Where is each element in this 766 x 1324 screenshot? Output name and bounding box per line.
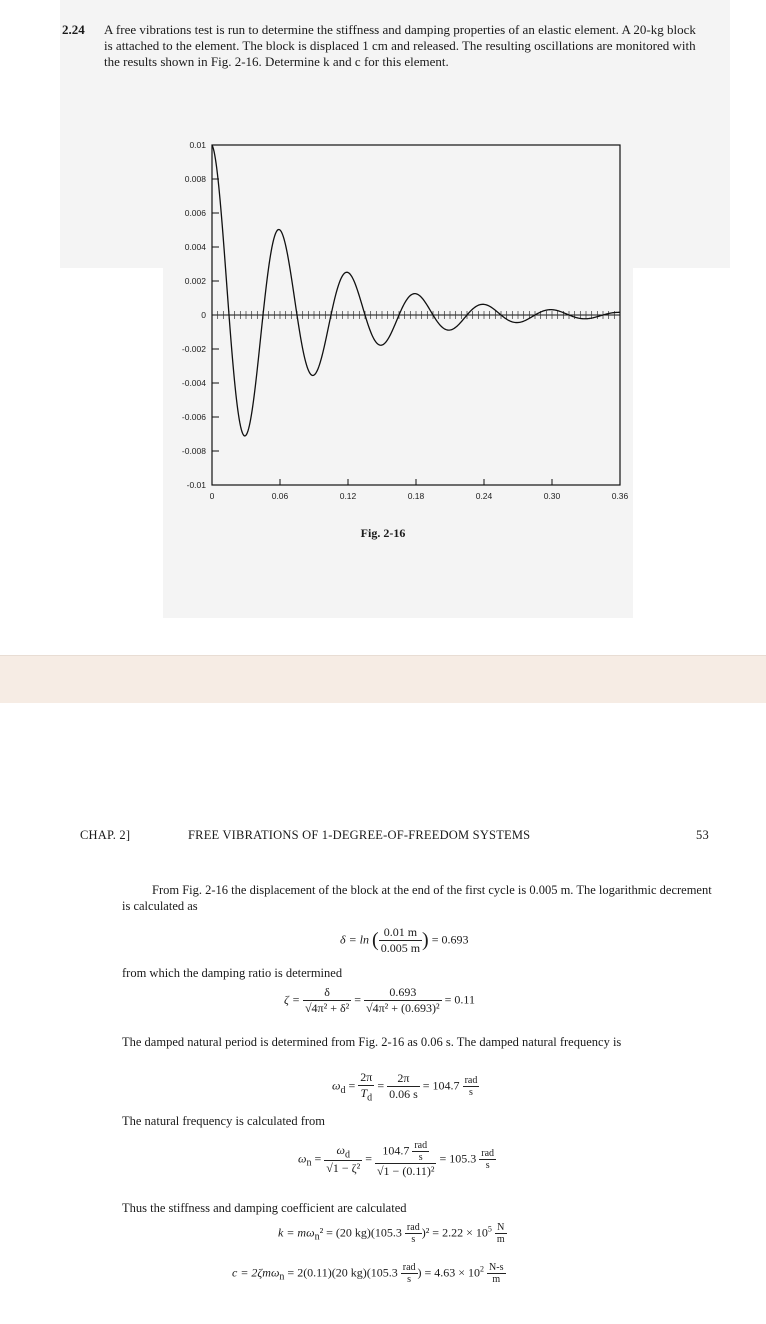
- eq5-text1-sub: n: [314, 1231, 320, 1243]
- x-tick-label: 0.24: [475, 491, 493, 501]
- eq4-num2: 104.7: [382, 1143, 410, 1158]
- equation-natural-frequency: $\omega_n$ = $\frac{\omega_d}{\text{√1 − ζ²}}$ = 104.7 $\frac{\text{rad}}{s}$ √1 − (0.11)² = 105.3 $\frac{\text{rad}}{s}$: [298, 1140, 495, 1178]
- eq4-lhs: ω: [298, 1151, 307, 1166]
- eq4-num1-sub: d: [344, 1149, 350, 1161]
- eq6-unit-den: s: [407, 1274, 412, 1285]
- y-tick-label: -0.004: [181, 378, 206, 388]
- eq3-unit-num: rad: [464, 1075, 478, 1087]
- eq2-den2: √4π² + (0.693)²: [366, 1001, 440, 1015]
- equation-damped-frequency: $\omega_d$ = $\frac{2\pi}{T_d}$ = $\frac{2\pi}{0.06 s}$ = 104.7 $\frac{\text{rad}}{s}$: [332, 1070, 478, 1104]
- eq3-den1-sub: d: [367, 1092, 373, 1104]
- eq6-rhs-unit-den: m: [492, 1274, 501, 1285]
- eq5-text2: ² = (20 kg)(105.3: [319, 1225, 402, 1240]
- solution-paragraph-2: from which the damping ratio is determined: [122, 966, 343, 980]
- eq1-lhs: δ = ln: [340, 932, 370, 947]
- y-tick-label: 0.004: [184, 242, 206, 252]
- y-tick-label: -0.008: [181, 446, 206, 456]
- equation-stiffness: [278, 1222, 507, 1245]
- page-divider: [0, 655, 766, 703]
- eq2-den1: √4π² + δ²: [304, 1001, 350, 1015]
- eq6-text2: = 2(0.11)(20 kg)(105.3: [284, 1265, 398, 1280]
- eq4-num2-unit-den: s: [418, 1152, 423, 1163]
- y-tick-label: 0.002: [184, 276, 206, 286]
- eq2-rhs: = 0.11: [444, 992, 475, 1007]
- y-tick-label: -0.01: [186, 480, 206, 490]
- eq3-sub: d: [340, 1084, 346, 1096]
- solution-paragraph-5: Thus the stiffness and damping coefficient are calculated: [122, 1201, 407, 1215]
- problem-text: A free vibrations test is run to determine the stiffness and damping properties of an elastic element. A 20-kg block is attached to the element. The block is displaced 1 cm and released. The resulting oscillations are monitored with the results shown in Fig. 2-16. Determine k and c for this element.: [104, 22, 696, 69]
- x-tick-label: 0: [209, 491, 215, 501]
- eq1-rhs: = 0.693: [431, 932, 469, 947]
- eq3-rhs: = 104.7: [422, 1078, 460, 1093]
- y-tick-label: 0.008: [184, 174, 206, 184]
- eq6-text1-sub: n: [279, 1271, 285, 1283]
- eq4-unit-den: s: [485, 1160, 490, 1171]
- equation-damping-ratio: ζ = $\frac{\delta}{\text{√4π² + δ²}}$ = $\frac{0.693}{\text{√4π² + (0.693)²}}$ = 0.11: [284, 985, 475, 1015]
- x-tick-label: 0.18: [407, 491, 425, 501]
- page-top: [0, 0, 766, 655]
- solution-paragraph-4: The natural frequency is calculated from: [122, 1114, 326, 1128]
- eq3-num2: 2π: [387, 1071, 420, 1087]
- eq6-exp: 2: [480, 1264, 485, 1274]
- eq3-num1: 2π: [360, 1070, 373, 1084]
- solution-paragraph-1: From Fig. 2-16 the displacement of the block at the end of the first cycle is 0.005 m. The logarithmic decrement is calculated as: [122, 883, 712, 913]
- eq6-unit-num: rad: [402, 1262, 416, 1273]
- eq1-num: 0.01 m: [379, 925, 422, 941]
- x-tick-label: 0.36: [611, 491, 629, 501]
- eq3-den1: T: [360, 1086, 368, 1100]
- eq4-num1: ω: [336, 1142, 345, 1157]
- eq5-rhs-unit-den: m: [496, 1234, 505, 1245]
- eq1-den: 0.005 m: [380, 941, 421, 955]
- eq4-num2-unit-num: rad: [414, 1140, 428, 1151]
- equation-damping-coefficient: [232, 1262, 506, 1285]
- eq6-rhs-unit-num: N-s: [489, 1262, 504, 1273]
- x-tick-label: 0.30: [543, 491, 561, 501]
- eq5-exp: 5: [487, 1224, 492, 1234]
- eq4-sub: n: [306, 1157, 312, 1169]
- figure-2-16-chart: [150, 135, 640, 525]
- eq3-unit-den: s: [469, 1087, 473, 1099]
- x-tick-label: 0.12: [339, 491, 357, 501]
- eq4-den2: √1 − (0.11)²: [376, 1164, 435, 1178]
- eq6-text3: ) = 4.63 × 10: [417, 1265, 481, 1280]
- eq2-num1: δ: [303, 985, 351, 1001]
- x-tick-label: 0.06: [271, 491, 289, 501]
- eq5-rhs-unit-num: N: [495, 1222, 507, 1234]
- eq4-den1: √1 − ζ²: [326, 1161, 361, 1176]
- y-tick-label: 0.006: [184, 208, 206, 218]
- y-tick-label: 0: [201, 310, 206, 320]
- eq2-lhs: ζ =: [284, 992, 300, 1007]
- y-tick-label: -0.002: [181, 344, 206, 354]
- eq5-unit-den: s: [411, 1234, 416, 1245]
- header-page-number: 53: [696, 828, 709, 842]
- eq5-text3: )² = 2.22 × 10: [421, 1225, 488, 1240]
- eq5-text1: k = mω: [278, 1225, 315, 1240]
- problem-statement: [62, 22, 702, 70]
- problem-number: 2.24: [62, 22, 85, 37]
- eq4-rhs: = 105.3: [439, 1151, 477, 1166]
- figure-caption: Fig. 2-16: [360, 526, 406, 540]
- displacement-curve: [212, 145, 620, 436]
- y-tick-label: 0.01: [189, 140, 206, 150]
- solution-paragraph-3: The damped natural period is determined from Fig. 2-16 as 0.06 s. The damped natural frequency is: [122, 1035, 622, 1049]
- equation-log-decrement: δ = ln ( $\frac{0.01 m}{0.005 m}$ ) = 0.693: [340, 925, 469, 955]
- eq3-lhs: ω: [332, 1078, 341, 1093]
- header-title: FREE VIBRATIONS OF 1-DEGREE-OF-FREEDOM SYSTEMS: [188, 828, 531, 842]
- y-tick-label: -0.006: [181, 412, 206, 422]
- eq3-den2: 0.06 s: [389, 1087, 418, 1102]
- eq4-unit-num: rad: [481, 1148, 495, 1159]
- eq5-unit-num: rad: [406, 1222, 420, 1233]
- header-chapter: CHAP. 2]: [80, 828, 131, 842]
- eq6-text1: c = 2ζmω: [232, 1265, 280, 1280]
- eq2-num2: 0.693: [364, 985, 442, 1001]
